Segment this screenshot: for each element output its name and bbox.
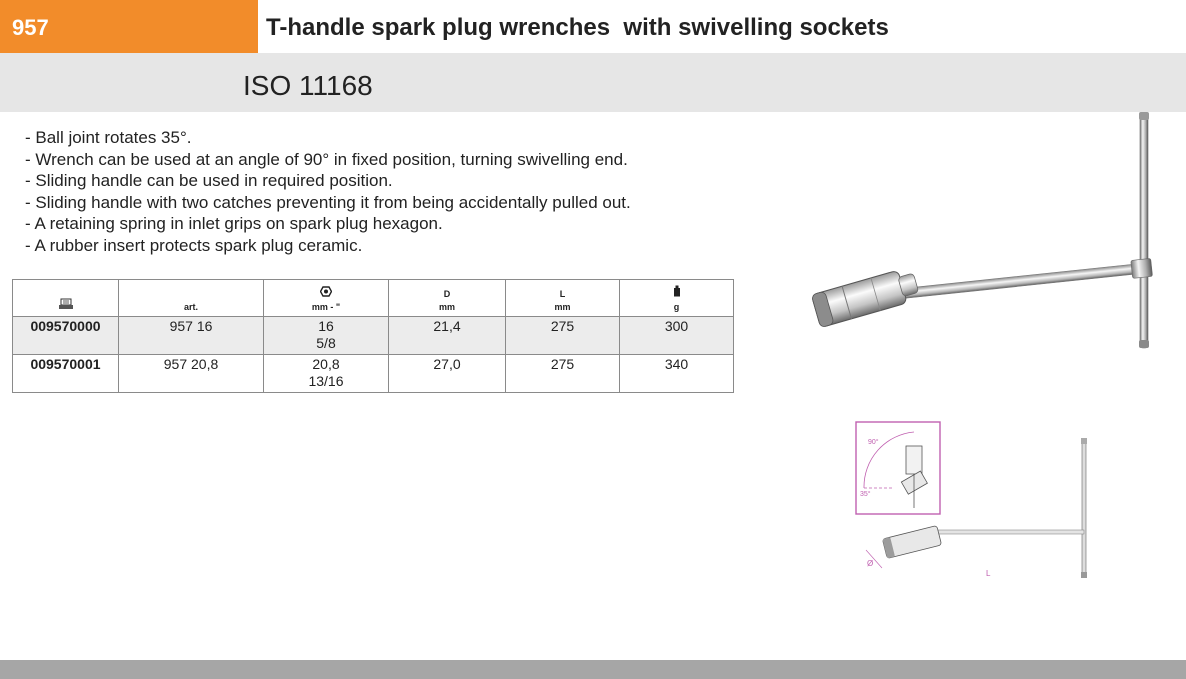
product-code-box bbox=[0, 0, 258, 53]
standard-label: ISO 11168 bbox=[243, 70, 373, 101]
spec-table bbox=[12, 279, 734, 393]
header-d-label: D bbox=[443, 289, 451, 299]
hex-socket-icon bbox=[320, 286, 332, 301]
technical-drawing bbox=[852, 418, 1102, 593]
product-code: 957 bbox=[12, 15, 49, 40]
cell-size-mm: 20,8 bbox=[312, 356, 340, 372]
cell-d: 27,0 bbox=[389, 355, 506, 393]
header-d-unit: mm bbox=[438, 302, 455, 312]
cell-d: 21,4 bbox=[389, 317, 506, 355]
cell-size bbox=[264, 317, 389, 355]
header-size-unit: mm - " bbox=[311, 302, 341, 312]
header-art bbox=[119, 280, 264, 317]
table-header-row bbox=[13, 280, 734, 317]
diameter-label: Ø bbox=[867, 559, 874, 568]
feature-item: - Ball joint rotates 35°. bbox=[25, 128, 192, 147]
box-code-icon bbox=[58, 298, 74, 314]
cell-size-mm: 16 bbox=[318, 318, 334, 334]
product-photo bbox=[806, 112, 1178, 362]
feature-item: - Sliding handle with two catches preventing it from being accidentally pulled out. bbox=[25, 192, 631, 212]
feature-item: - A rubber insert protects spark plug ceramic. bbox=[25, 235, 363, 255]
angle-35-label: 35° bbox=[860, 491, 871, 498]
header-l bbox=[506, 280, 620, 317]
header-art-label: art. bbox=[183, 302, 198, 312]
footer-bar bbox=[0, 660, 1186, 679]
header-weight-unit: g bbox=[673, 302, 680, 312]
header-size bbox=[264, 280, 389, 317]
header-code bbox=[13, 280, 119, 317]
cell-l: 275 bbox=[506, 355, 620, 393]
standard-band bbox=[0, 53, 1186, 112]
cell-size bbox=[264, 355, 389, 393]
cell-l: 275 bbox=[506, 317, 620, 355]
cell-size-in: 13/16 bbox=[308, 373, 344, 389]
cell-code: 009570001 bbox=[13, 355, 119, 393]
cell-size-in: 5/8 bbox=[316, 335, 336, 351]
angle-90-label: 90° bbox=[868, 439, 879, 446]
feature-item: - Wrench can be used at an angle of 90° in fixed position, turning swivelling end. bbox=[25, 149, 628, 169]
weight-icon bbox=[672, 285, 682, 301]
cell-g: 340 bbox=[620, 355, 734, 393]
cell-code: 009570000 bbox=[13, 317, 119, 355]
cell-art: 957 16 bbox=[119, 317, 264, 355]
header-l-unit: mm bbox=[554, 302, 571, 312]
header-d bbox=[389, 280, 506, 317]
table-row bbox=[13, 355, 734, 393]
header-l-label: L bbox=[559, 289, 566, 299]
page-title: T-handle spark plug wrenches with swivelling sockets bbox=[266, 14, 889, 41]
table-row bbox=[13, 317, 734, 355]
cell-g: 300 bbox=[620, 317, 734, 355]
header-weight bbox=[620, 280, 734, 317]
feature-item: - A retaining spring in inlet grips on spark plug hexagon. bbox=[25, 214, 443, 234]
length-label: L bbox=[986, 569, 991, 578]
feature-item: - Sliding handle can be used in required position. bbox=[25, 171, 393, 191]
feature-list bbox=[25, 127, 631, 257]
cell-art: 957 20,8 bbox=[119, 355, 264, 393]
